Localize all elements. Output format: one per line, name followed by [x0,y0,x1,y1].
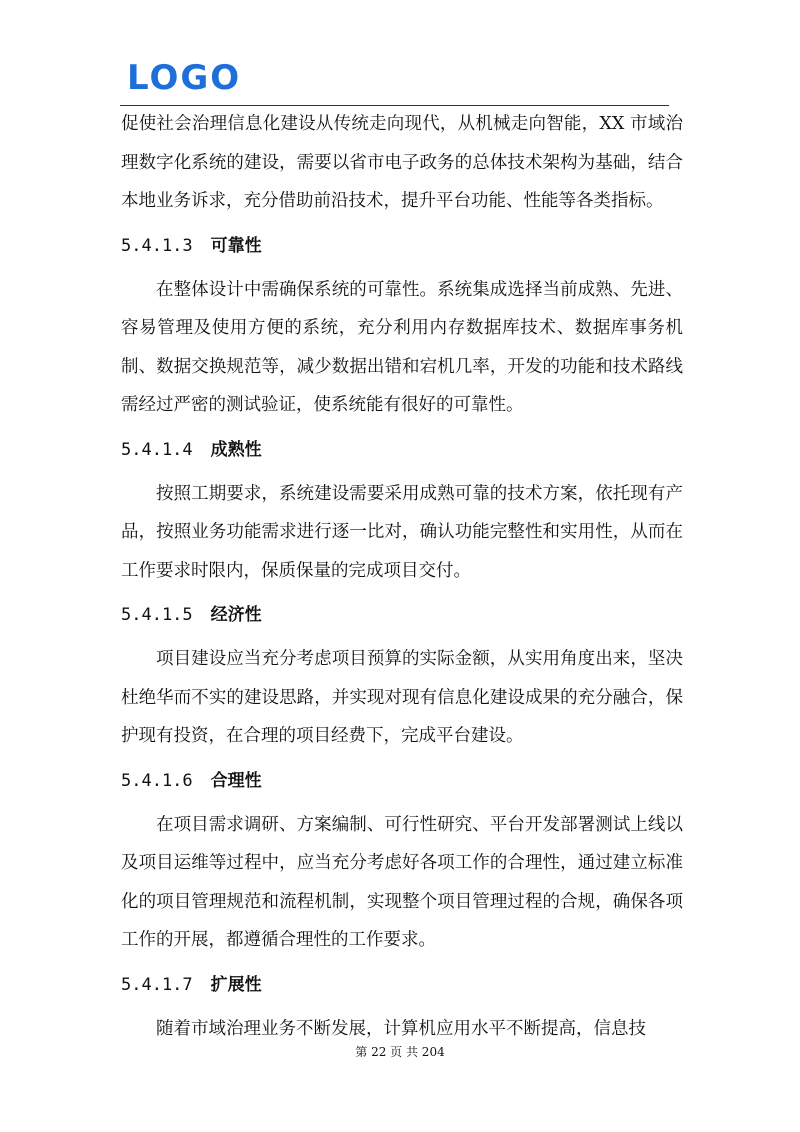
section-economy [121,596,683,756]
section-heading [121,966,683,1004]
section-rationality [121,762,683,960]
section-scalability [121,966,683,1049]
section-paragraph: 随着市域治理业务不断发展，计算机应用水平不断提高，信息技 [156,1018,646,1039]
section-heading [121,227,683,265]
section-number: 5.4.1.4 [121,439,193,460]
section-number: 5.4.1.6 [121,770,193,791]
section-heading [121,431,683,469]
section-paragraph: 在整体设计中需确保系统的可靠性。系统集成选择当前成熟、先进、容易管理及使用方便的系统，充分利用内存数据库技术、数据库事务机制、数据交换规范等，减少数据出错和宕机几率，开发的功能和技术路线需经过严密的测试验证，使系统能有很好的可靠性。 [121,279,683,415]
section-maturity [121,431,683,591]
section-heading [121,596,683,634]
section-title: 成熟性 [210,439,262,460]
section-title: 经济性 [210,605,262,625]
section-number: 5.4.1.5 [121,605,193,625]
intro-paragraph: 促使社会治理信息化建设从传统走向现代，从机械走向智能，XX 市域治理数字化系统的建设，需要以省市电子政务的总体技术架构为基础，结合本地业务诉求，充分借助前沿技术，提升平台功能、性能等各类指标。 [121,114,683,211]
document-body [121,105,683,1048]
section-number: 5.4.1.7 [121,974,193,995]
section-heading [121,762,683,800]
section-paragraph: 在项目需求调研、方案编制、可行性研究、平台开发部署测试上线以及项目运维等过程中，应当充分考虑好各项工作的合理性，通过建立标准化的项目管理规范和流程机制，实现整个项目管理过程的合规，确保各项工作的开展，都遵循合理性的工作要求。 [121,814,683,950]
logo: LOGO [127,58,242,98]
section-title: 扩展性 [210,974,262,995]
section-title: 合理性 [210,770,262,791]
page-number: 第 22 页 共 204 [355,1045,445,1059]
section-number: 5.4.1.3 [121,235,193,256]
section-reliability [121,227,683,425]
section-paragraph: 项目建设应当充分考虑项目预算的实际金额，从实用角度出来，坚决杜绝华而不实的建设思路，并实现对现有信息化建设成果的充分融合，保护现有投资，在合理的项目经费下，完成平台建设。 [121,649,683,746]
section-paragraph: 按照工期要求，系统建设需要采用成熟可靠的技术方案，依托现有产品，按照业务功能需求进行逐一比对，确认功能完整性和实用性，从而在工作要求时限内，保质保量的完成项目交付。 [121,483,683,581]
section-title: 可靠性 [210,235,262,256]
